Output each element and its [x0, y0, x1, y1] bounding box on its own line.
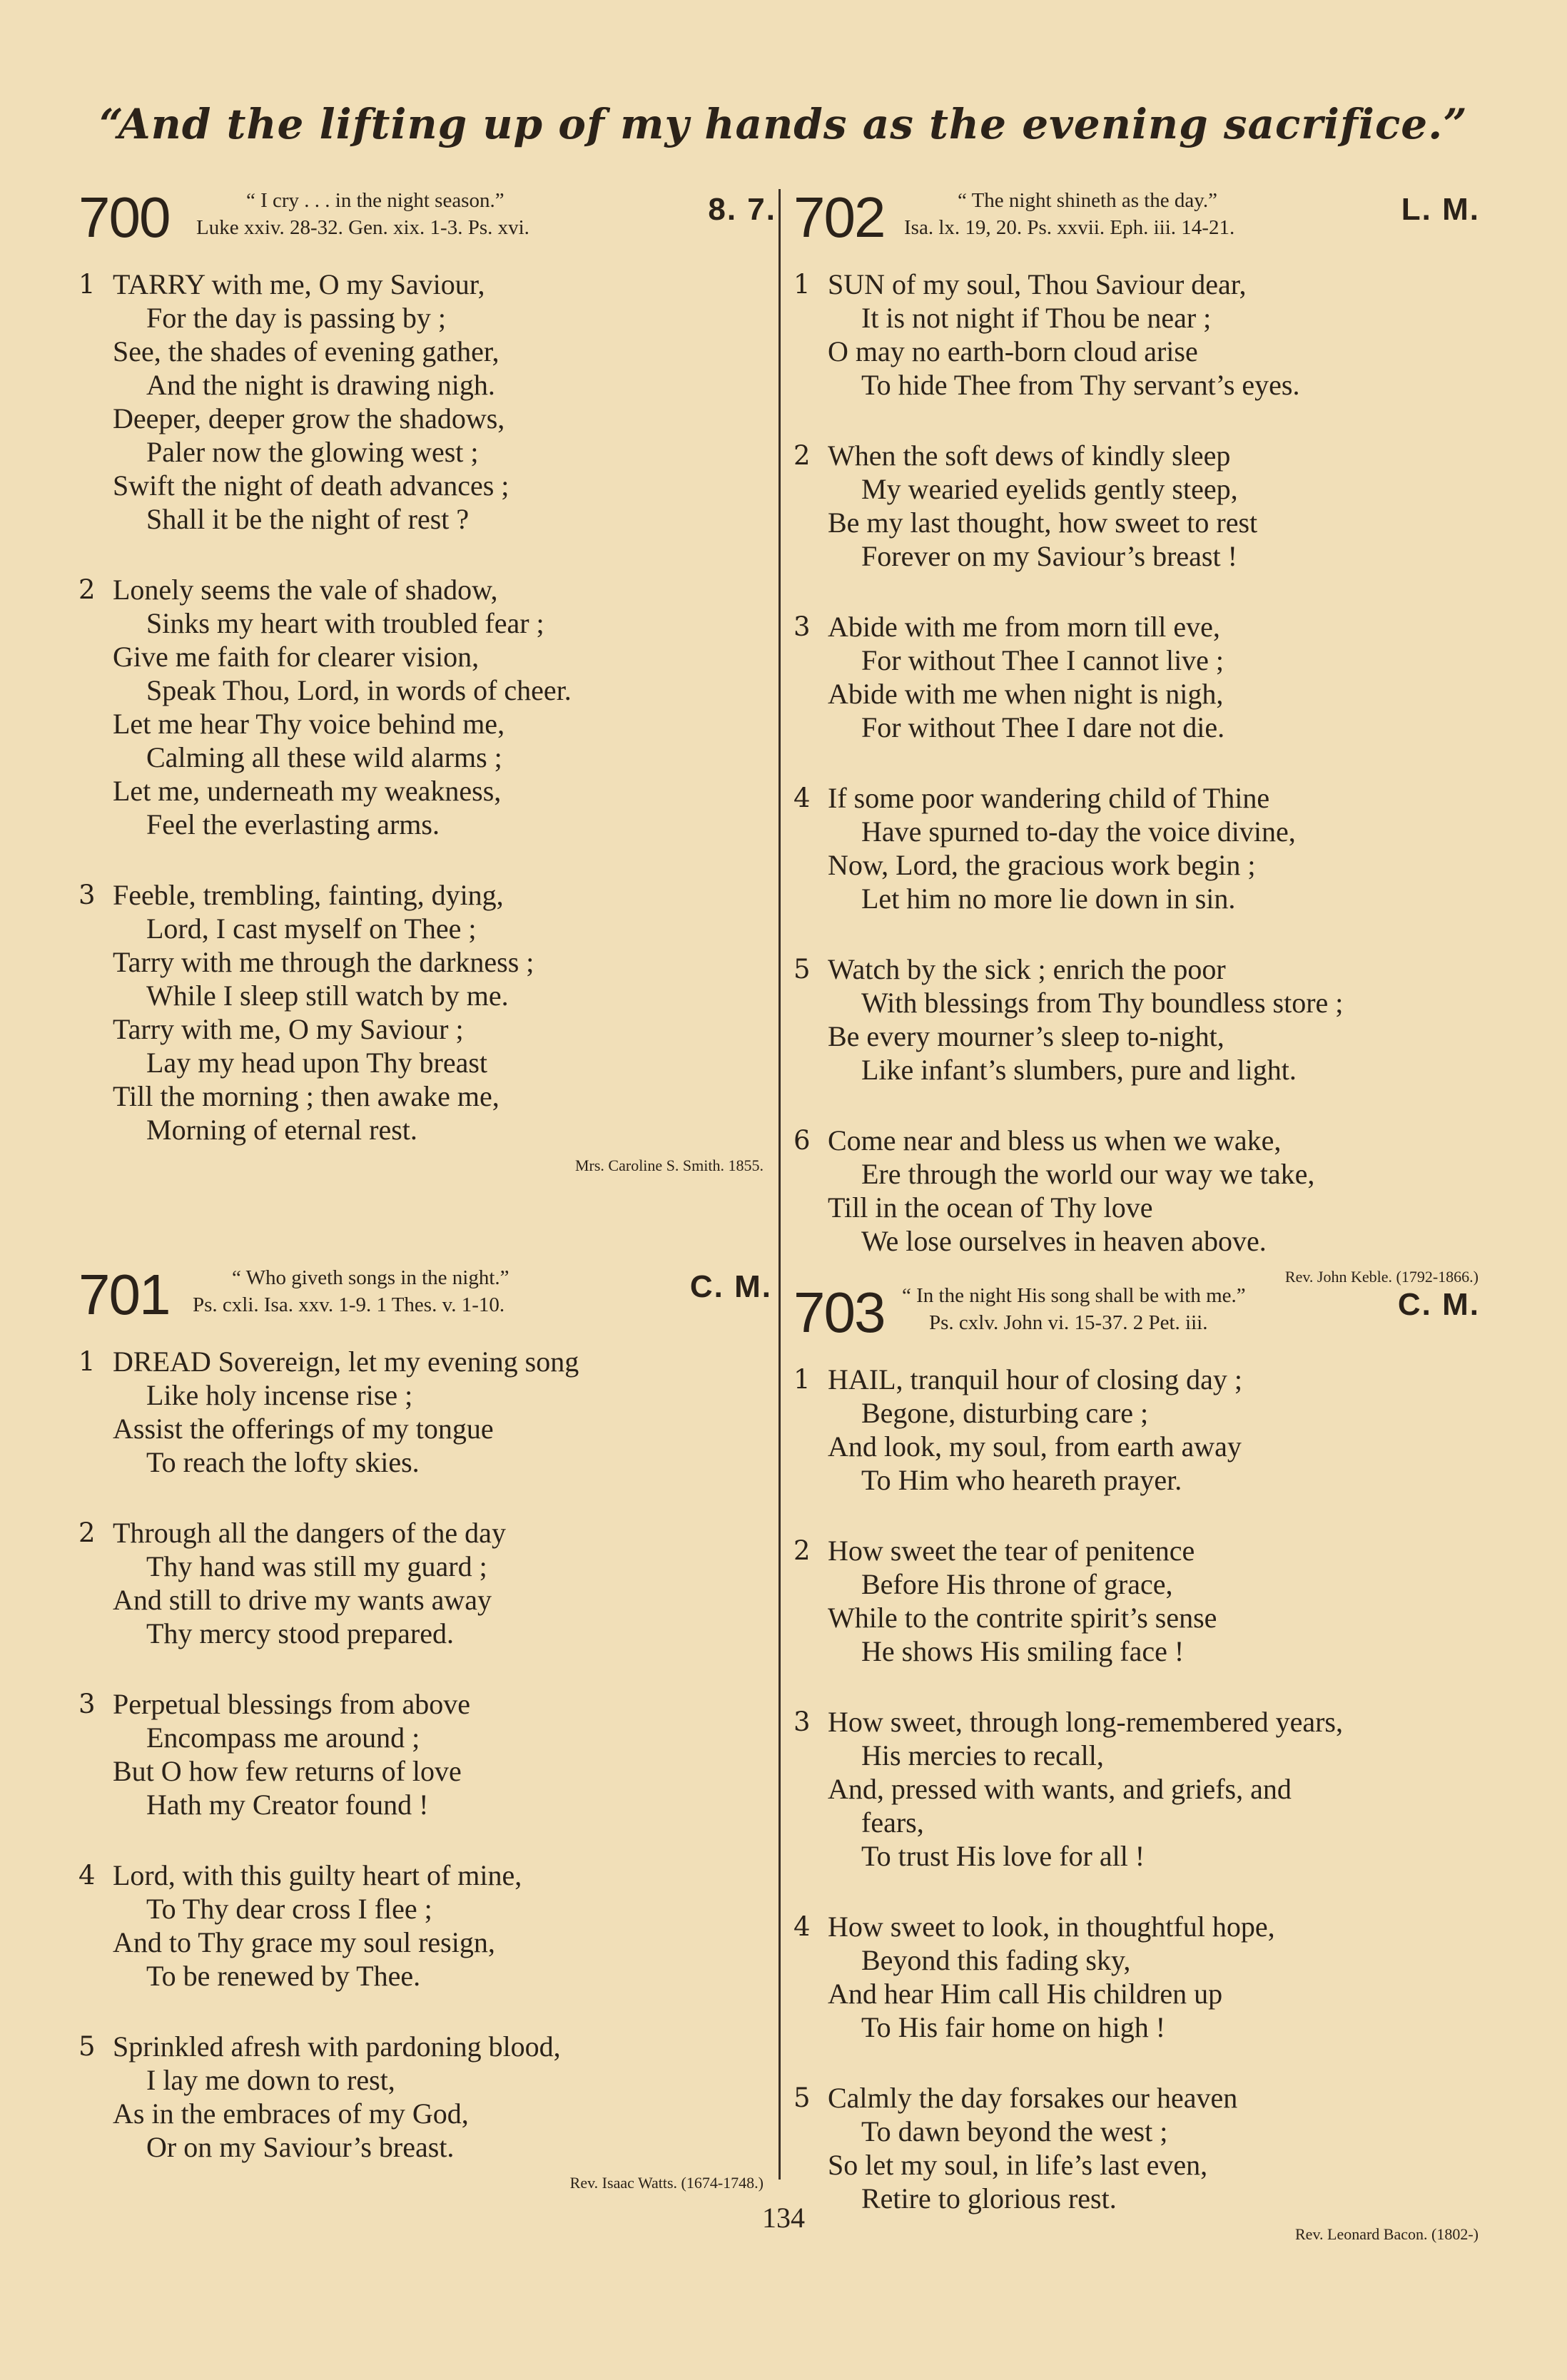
verse-line: How sweet, through long-remembered years,	[828, 1706, 1343, 1738]
verse	[793, 268, 1479, 402]
verse-number: 2	[793, 1535, 811, 1566]
verse-line: Let him no more lie down in sin.	[861, 883, 1236, 915]
verse-line: As in the embraces of my God,	[113, 2097, 469, 2130]
verse-line: Sprinkled afresh with pardoning blood,	[113, 2030, 561, 2063]
hymn-number: 703	[793, 1281, 885, 1344]
verse	[793, 1910, 1479, 2044]
verse-line: Thy mercy stood prepared.	[146, 1617, 454, 1649]
verse-line: If some poor wandering child of Thine	[828, 782, 1270, 814]
verse-line: Till in the ocean of Thy love	[828, 1191, 1153, 1224]
verse-line: Tarry with me through the darkness ;	[113, 946, 534, 978]
verse	[793, 1534, 1479, 1668]
verse-line: Give me faith for clearer vision,	[113, 641, 480, 673]
verse-number: 3	[793, 1707, 811, 1737]
verse-line: His mercies to recall,	[861, 1739, 1104, 1771]
verse-number: 2	[793, 440, 811, 471]
verse-line: Tarry with me, O my Saviour ;	[113, 1013, 464, 1045]
verse-line: See, the shades of evening gather,	[113, 335, 499, 367]
verse-number: 5	[793, 2082, 811, 2113]
verse	[78, 1687, 764, 1821]
hymn-epigraph: “ I cry . . . in the night season.”	[246, 189, 504, 212]
hymn-meter: 8. 7.	[708, 192, 776, 227]
verse	[78, 1516, 764, 1650]
verse	[78, 1858, 764, 1993]
hymn-meter: C. M.	[1397, 1287, 1480, 1322]
verse-line: Calmly the day forsakes our heaven	[828, 2082, 1238, 2114]
verse-line: To hide Thee from Thy servant’s eyes.	[861, 369, 1300, 401]
verse-number: 3	[78, 880, 96, 910]
verse	[793, 1363, 1479, 1497]
hymn-700	[78, 185, 776, 1175]
verse-line: Swift the night of death advances ;	[113, 469, 509, 502]
verse-line: While to the contrite spirit’s sense	[828, 1602, 1217, 1634]
verse-number: 4	[78, 1860, 96, 1891]
hymn-scripture-refs: Luke xxiv. 28-32. Gen. xix. 1-3. Ps. xvi.	[196, 216, 529, 239]
verse-line: Abide with me from morn till eve,	[828, 611, 1220, 643]
hymn-author: Rev. Leonard Bacon. (1802-)	[1295, 2225, 1479, 2243]
verse-number: 2	[78, 1517, 96, 1548]
verse-line: To Thy dear cross I flee ;	[146, 1893, 432, 1925]
verse-line: How sweet the tear of penitence	[828, 1535, 1195, 1567]
verse	[793, 781, 1479, 915]
verse-line: Shall it be the night of rest ?	[146, 503, 470, 535]
verse-line: Be every mourner’s sleep to-night,	[828, 1020, 1224, 1052]
verse-line: Lonely seems the vale of shadow,	[113, 574, 498, 606]
verse-line: To Him who heareth prayer.	[861, 1464, 1182, 1496]
verse-number: 1	[78, 1346, 96, 1377]
hymn-number: 701	[78, 1263, 170, 1326]
verse-number: 5	[793, 954, 811, 985]
verse-line: Have spurned to-day the voice divine,	[861, 815, 1296, 848]
verse-number: 3	[793, 611, 811, 642]
verse-line: To trust His love for all !	[861, 1840, 1145, 1872]
verse-number: 5	[78, 2031, 96, 2062]
verse-line: How sweet to look, in thoughtful hope,	[828, 1911, 1275, 1943]
verse-line: To reach the lofty skies.	[146, 1446, 420, 1478]
verse-line: For without Thee I cannot live ;	[861, 644, 1224, 676]
verse-line: And the night is drawing nigh.	[146, 369, 495, 401]
verse-number: 4	[793, 1911, 811, 1942]
verse-line: Let me hear Thy voice behind me,	[113, 708, 505, 740]
hymn-verses	[78, 268, 764, 1146]
verse-line: Let me, underneath my weakness,	[113, 775, 502, 807]
verse-line: SUN of my soul, Thou Saviour dear,	[828, 268, 1247, 300]
verse	[793, 952, 1479, 1087]
verse-line: And to Thy grace my soul resign,	[113, 1926, 495, 1958]
verse	[793, 2081, 1479, 2215]
hymn-scripture-refs: Ps. cxlv. John vi. 15-37. 2 Pet. iii.	[929, 1311, 1208, 1334]
verse-line: Or on my Saviour’s breast.	[146, 2131, 455, 2163]
verse-line: Forever on my Saviour’s breast !	[861, 540, 1237, 572]
verse	[78, 573, 764, 841]
hymn-meter: C. M.	[689, 1269, 772, 1304]
verse-line: For the day is passing by ;	[146, 302, 446, 334]
verse-line: I lay me down to rest,	[146, 2064, 395, 2096]
hymn-701	[78, 1263, 772, 2192]
verse-line: Hath my Creator found !	[146, 1789, 429, 1821]
hymn-verses	[78, 1345, 764, 2164]
verse-line: HAIL, tranquil hour of closing day ;	[828, 1363, 1242, 1395]
verse	[78, 2030, 764, 2164]
verse-line: Beyond this fading sky,	[861, 1944, 1131, 1976]
verse	[78, 268, 764, 536]
verse-line: Lord, I cast myself on Thee ;	[146, 912, 477, 945]
page-number: 134	[762, 2202, 805, 2234]
hymn-author: Rev. John Keble. (1792-1866.)	[1284, 1268, 1479, 1286]
verse-line: Watch by the sick ; enrich the poor	[828, 953, 1226, 985]
hymn-number: 702	[793, 185, 885, 249]
verse-line: Till the morning ; then awake me,	[113, 1080, 499, 1112]
verse-number: 3	[78, 1689, 96, 1719]
verse-line: Come near and bless us when we wake,	[828, 1124, 1282, 1156]
verse-line: TARRY with me, O my Saviour,	[113, 268, 485, 300]
verse-number: 1	[793, 269, 811, 300]
verse-line: Encompass me around ;	[146, 1722, 420, 1754]
verse-line: Be my last thought, how sweet to rest	[828, 507, 1258, 539]
hymn-scripture-refs: Isa. lx. 19, 20. Ps. xxvii. Eph. iii. 14-21.	[904, 216, 1235, 239]
verse-line: And, pressed with wants, and griefs, and	[828, 1773, 1292, 1805]
hymn-scripture-refs: Ps. cxli. Isa. xxv. 1-9. 1 Thes. v. 1-10.	[193, 1293, 505, 1316]
column-divider	[779, 189, 781, 2180]
verse-line: DREAD Sovereign, let my evening song	[113, 1346, 579, 1378]
hymn-epigraph: “ In the night His song shall be with me.”	[902, 1284, 1246, 1307]
hymn-epigraph: “ Who giveth songs in the night.”	[232, 1266, 509, 1289]
hymn-author: Mrs. Caroline S. Smith. 1855.	[574, 1156, 764, 1174]
verse-line: Through all the dangers of the day	[113, 1517, 506, 1549]
verse-line: Feeble, trembling, fainting, dying,	[113, 879, 504, 911]
hymn-author: Rev. Isaac Watts. (1674-1748.)	[569, 2174, 764, 2192]
verse-line: And look, my soul, from earth away	[828, 1430, 1242, 1463]
verse	[793, 439, 1479, 573]
verse-line: Perpetual blessings from above	[113, 1688, 470, 1720]
verse-line: He shows His smiling face !	[861, 1635, 1185, 1667]
verse	[793, 610, 1479, 744]
hymn-702	[793, 185, 1480, 1286]
verse-line: Like holy incense rise ;	[146, 1379, 413, 1411]
verse-line: We lose ourselves in heaven above.	[861, 1225, 1267, 1257]
verse-line: Calming all these wild alarms ;	[146, 741, 502, 773]
verse-number: 1	[78, 269, 96, 300]
verse	[78, 1345, 764, 1479]
verse-line: But O how few returns of love	[113, 1755, 462, 1787]
verse-line: To dawn beyond the west ;	[861, 2115, 1168, 2147]
verse-line: Morning of eternal rest.	[146, 1114, 417, 1146]
verse	[78, 878, 764, 1146]
verse-number: 1	[793, 1364, 811, 1395]
verse-line: To His fair home on high !	[861, 2011, 1166, 2043]
verse-line: Paler now the glowing west ;	[146, 436, 479, 468]
verse-line: So let my soul, in life’s last even,	[828, 2149, 1208, 2181]
hymn-703	[793, 1281, 1480, 2244]
verse-line: For without Thee I dare not die.	[861, 711, 1225, 743]
verse-line: Now, Lord, the gracious work begin ;	[828, 849, 1256, 881]
verse-line: Begone, disturbing care ;	[861, 1397, 1149, 1429]
verse-line: Lay my head upon Thy breast	[146, 1047, 488, 1079]
verse-line: Abide with me when night is nigh,	[828, 678, 1224, 710]
hymn-number: 700	[78, 185, 170, 249]
verse-line: Sinks my heart with troubled fear ;	[146, 607, 544, 639]
verse-line: It is not night if Thou be near ;	[861, 302, 1212, 334]
verse	[793, 1705, 1479, 1873]
verse-line: Speak Thou, Lord, in words of cheer.	[146, 674, 572, 706]
verse-number: 6	[793, 1125, 811, 1156]
verse-line: Feel the everlasting arms.	[146, 808, 440, 840]
verse-number: 4	[793, 783, 811, 813]
verse-line: Like infant’s slumbers, pure and light.	[861, 1054, 1297, 1086]
verse-line: O may no earth-born cloud arise	[828, 335, 1198, 367]
verse-line: And still to drive my wants away	[113, 1584, 492, 1616]
hymn-verses	[793, 1363, 1479, 2215]
verse-line: While I sleep still watch by me.	[146, 980, 509, 1012]
verse-line: My wearied eyelids gently steep,	[861, 473, 1238, 505]
verse-line: Deeper, deeper grow the shadows,	[113, 402, 505, 434]
verse-line: With blessings from Thy boundless store ;	[861, 987, 1344, 1019]
page-title: “And the lifting up of my hands as the evening sacrifice.”	[99, 100, 1468, 148]
verse-number: 2	[78, 574, 96, 605]
verse-line: When the soft dews of kindly sleep	[828, 439, 1231, 472]
hymn-verses	[793, 268, 1479, 1258]
verse-line: And hear Him call His children up	[828, 1978, 1223, 2010]
verse	[793, 1124, 1479, 1258]
verse-line: Thy hand was still my guard ;	[146, 1550, 487, 1582]
verse-line: Before His throne of grace,	[861, 1568, 1173, 1600]
verse-line: Assist the offerings of my tongue	[113, 1413, 494, 1445]
verse-line: fears,	[861, 1806, 924, 1839]
verse-line: Ere through the world our way we take,	[861, 1158, 1315, 1190]
hymn-epigraph: “ The night shineth as the day.”	[958, 189, 1218, 212]
verse-line: Retire to glorious rest.	[861, 2182, 1117, 2214]
verse-line: To be renewed by Thee.	[146, 1960, 421, 1992]
hymn-meter: L. M.	[1401, 192, 1480, 227]
verse-line: Lord, with this guilty heart of mine,	[113, 1859, 522, 1891]
